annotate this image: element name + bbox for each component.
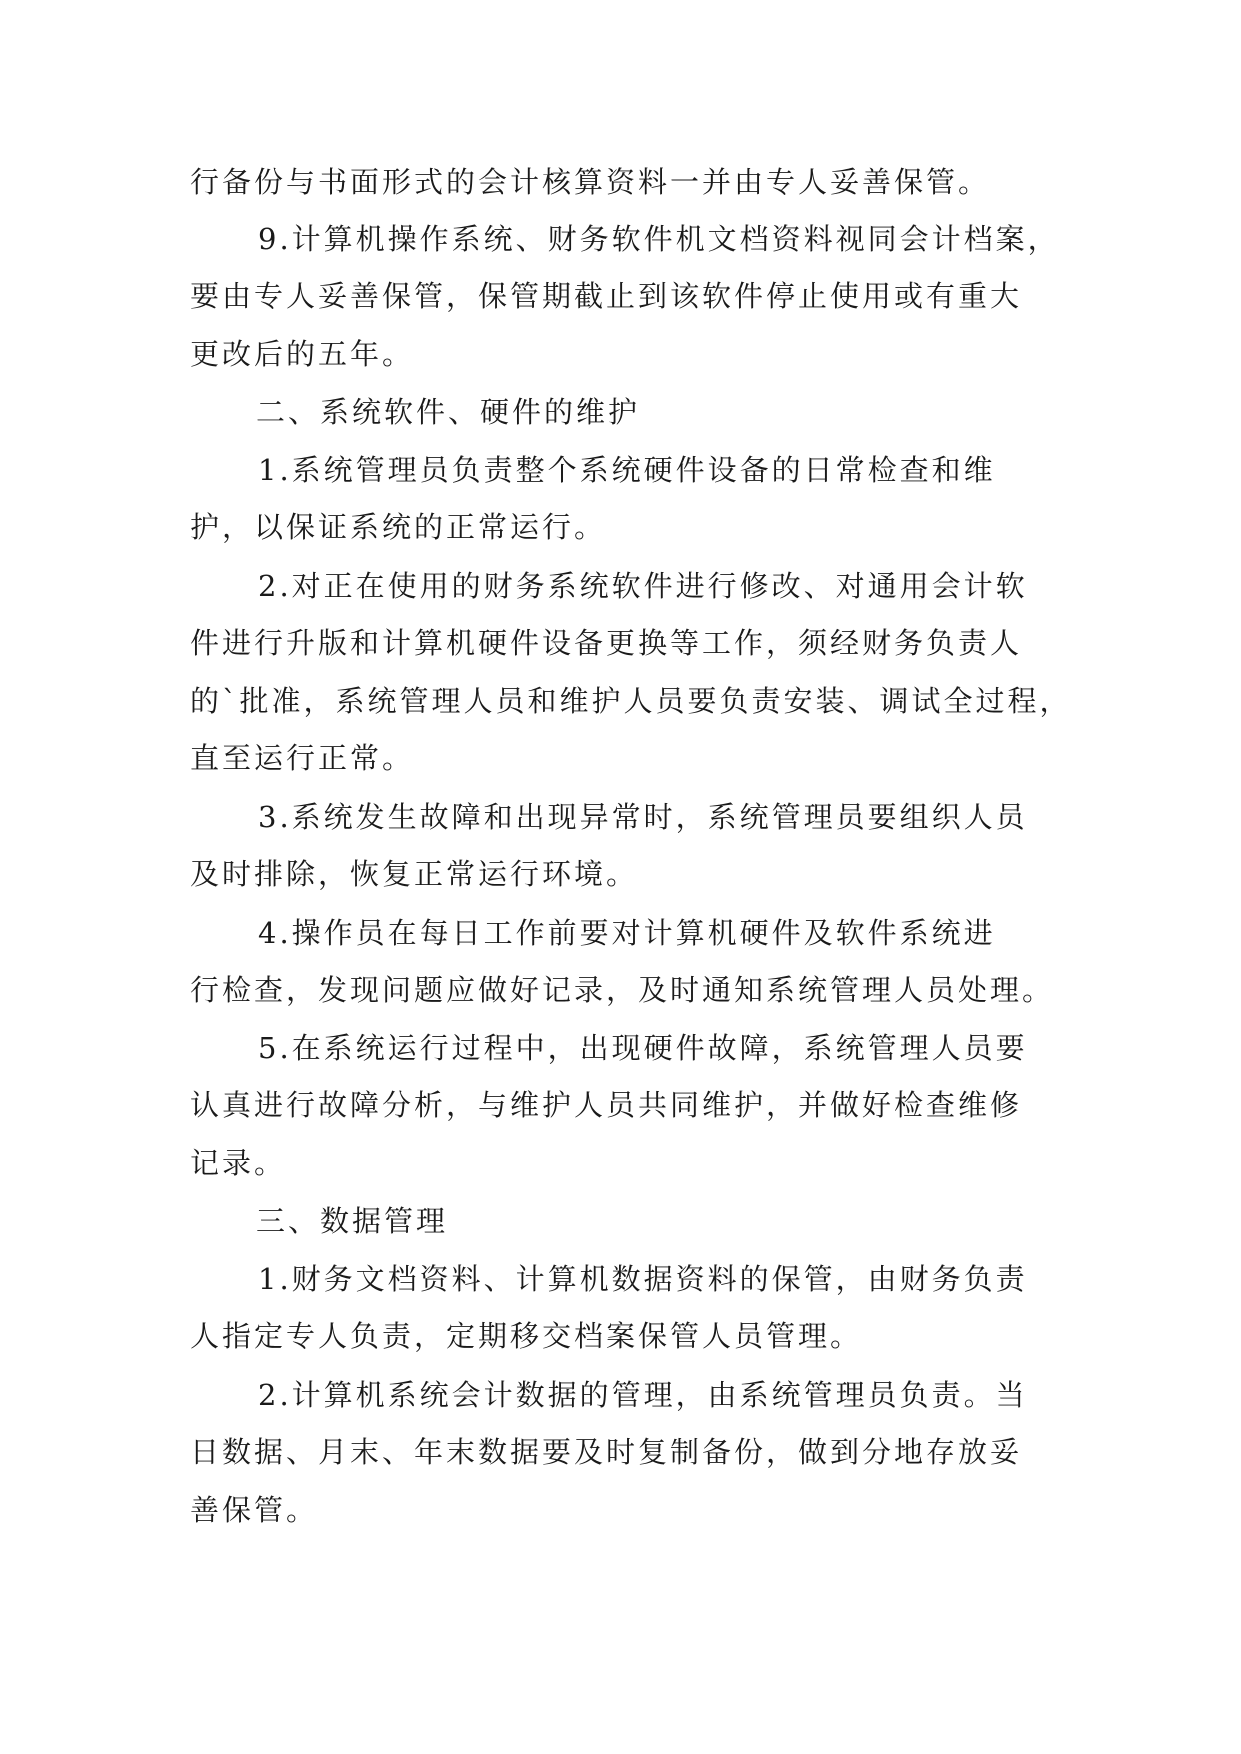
- section-heading: 二、系统软件、硬件的维护: [256, 395, 641, 429]
- text-line: 行备份与书面形式的会计核算资料一并由专人妥善保管。: [190, 165, 991, 199]
- text-line: 行检查，发现问题应做好记录，及时通知系统管理人员处理。: [190, 973, 1055, 1007]
- text-line: 直至运行正常。: [190, 741, 415, 775]
- text-line: 的`批准，系统管理人员和维护人员要负责安装、调试全过程，: [190, 684, 1072, 718]
- text-line: 2.对正在使用的财务系统软件进行修改、对通用会计软: [258, 569, 1028, 603]
- text-line: 认真进行故障分析，与维护人员共同维护，并做好检查维修: [190, 1088, 1023, 1122]
- text-line: 件进行升版和计算机硬件设备更换等工作，须经财务负责人: [190, 626, 1023, 660]
- text-line: 1.财务文档资料、计算机数据资料的保管，由财务负责: [258, 1262, 1028, 1296]
- text-line: 及时排除，恢复正常运行环境。: [190, 857, 639, 891]
- text-line: 4.操作员在每日工作前要对计算机硬件及软件系统进: [258, 916, 996, 950]
- text-line: 3.系统发生故障和出现异常时，系统管理员要组织人员: [258, 800, 1028, 834]
- text-line: 5.在系统运行过程中，出现硬件故障，系统管理人员要: [258, 1031, 1028, 1065]
- text-line: 记录。: [190, 1146, 287, 1180]
- text-line: 更改后的五年。: [190, 337, 415, 371]
- text-line: 人指定专人负责，定期移交档案保管人员管理。: [190, 1319, 863, 1353]
- text-line: 1.系统管理员负责整个系统硬件设备的日常检查和维: [258, 453, 996, 487]
- text-line: 要由专人妥善保管，保管期截止到该软件停止使用或有重大: [190, 279, 1023, 313]
- text-line: 9.计算机操作系统、财务软件机文档资料视同会计档案，: [258, 222, 1060, 256]
- text-line: 日数据、月末、年末数据要及时复制备份，做到分地存放妥: [190, 1435, 1023, 1469]
- text-line: 善保管。: [190, 1493, 319, 1527]
- section-heading: 三、数据管理: [256, 1204, 449, 1238]
- text-line: 2.计算机系统会计数据的管理，由系统管理员负责。当: [258, 1378, 1028, 1412]
- text-line: 护，以保证系统的正常运行。: [190, 510, 607, 544]
